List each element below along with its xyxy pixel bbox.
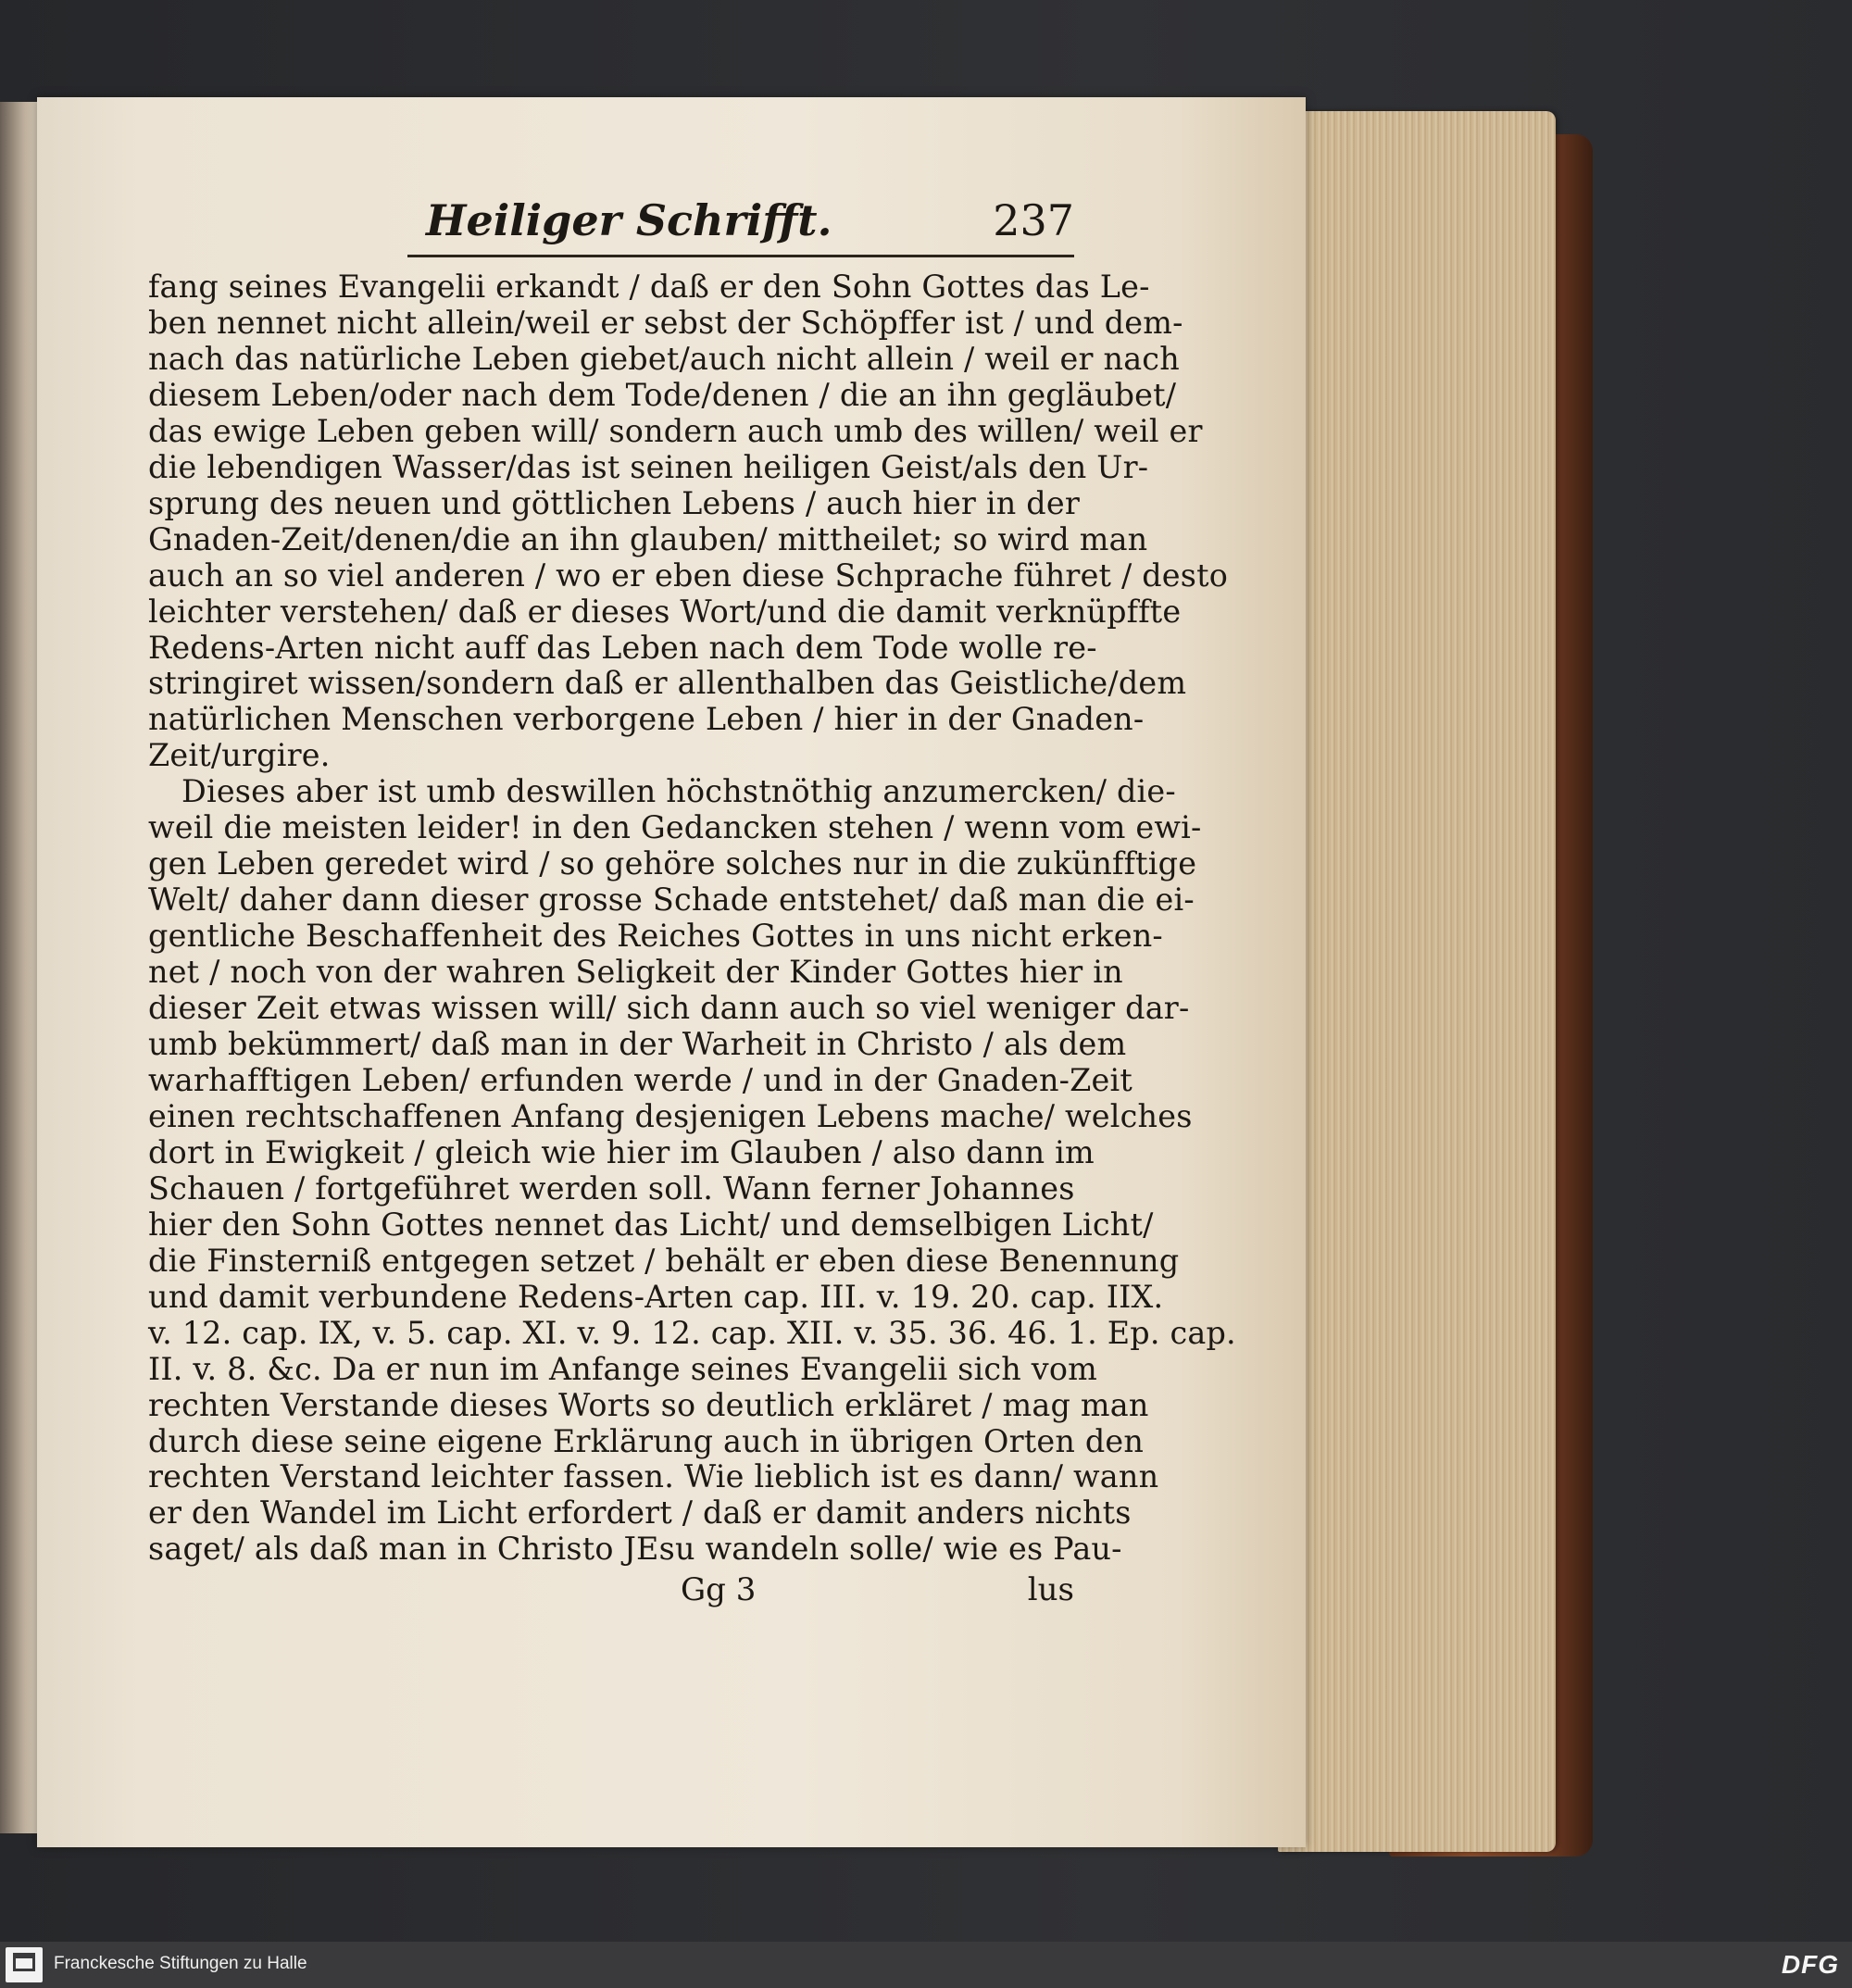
text-line: nach das natürliche Leben giebet/auch nicht allein / weil er nach: [148, 340, 1180, 377]
text-line: das ewige Leben geben will/ sondern auch umb des willen/ weil er: [148, 412, 1203, 449]
text-line: Redens-Arten nicht auff das Leben nach dem Tode wolle re-: [148, 629, 1097, 666]
text-line: sprung des neuen und göttlichen Lebens / auch hier in der: [148, 484, 1080, 521]
text-line: und damit verbundene Redens-Arten cap. III. v. 19. 20. cap. IIX.: [148, 1278, 1164, 1315]
text-line: natürlichen Menschen verborgene Leben / hier in der Gnaden-: [148, 701, 1145, 738]
text-line: weil die meisten leider! in den Gedancken stehen / wenn vom ewi-: [148, 809, 1202, 846]
text-line: ben nennet nicht allein/weil er sebst der Schöpffer ist / und dem-: [148, 304, 1183, 341]
text-line: die Finsterniß entgegen setzet / behält er eben diese Benennung: [148, 1242, 1180, 1279]
facing-page-edge: [0, 102, 37, 1833]
text-line: rechten Verstande dieses Worts so deutlich erkläret / mag man: [148, 1386, 1149, 1423]
text-line: Schauen / fortgeführet werden soll. Wann ferner Johannes: [148, 1169, 1075, 1207]
page-edges: [1278, 111, 1556, 1852]
text-line: Gnaden-Zeit/denen/die an ihn glauben/ mittheilet; so wird man: [148, 520, 1148, 557]
text-block: [148, 181, 1236, 1612]
text-line: stringiret wissen/sondern daß er allenthalben das Geistliche/dem: [148, 665, 1187, 702]
text-line: durch diese seine eigene Erklärung auch in übrigen Orten den: [148, 1422, 1145, 1459]
text-line: rechten Verstand leichter fassen. Wie lieblich ist es dann/ wann: [148, 1458, 1159, 1495]
book-page: [37, 97, 1306, 1847]
running-head: Heiliger Schrifft.: [426, 195, 832, 245]
text-line: net / noch von der wahren Seligkeit der Kinder Gottes hier in: [148, 954, 1123, 991]
text-line: diesem Leben/oder nach dem Tode/denen / die an ihn gegläubet/: [148, 376, 1177, 413]
text-line: hier den Sohn Gottes nennet das Licht/ und demselbigen Licht/: [148, 1206, 1154, 1243]
institution-name[interactable]: Franckesche Stiftungen zu Halle: [54, 1954, 307, 1973]
catchword: lus: [1027, 1571, 1074, 1609]
text-line: II. v. 8. &c. Da er nun im Anfange seines Evangelii sich vom: [148, 1350, 1098, 1387]
text-line: Welt/ daher dann dieser grosse Schade entstehet/ daß man die ei-: [148, 881, 1195, 919]
text-line: einen rechtschaffenen Anfang desjenigen Lebens mache/ welches: [148, 1097, 1193, 1134]
text-line: gentliche Beschaffenheit des Reiches Gottes in uns nicht erken-: [148, 918, 1163, 955]
text-line: v. 12. cap. IX, v. 5. cap. XI. v. 9. 12. cap. XII. v. 35. 36. 46. 1. Ep. cap.: [148, 1314, 1236, 1351]
page-header: [148, 181, 1074, 264]
text-line: dieser Zeit etwas wissen will/ sich dann auch so viel weniger dar-: [148, 990, 1190, 1027]
text-line: fang seines Evangelii erkandt / daß er den Sohn Gottes das Le-: [148, 269, 1150, 305]
page-number: 237: [993, 195, 1074, 245]
text-line: saget/ als daß man in Christo JEsu wandeln solle/ wie es Pau-: [148, 1531, 1122, 1568]
header-rule: [407, 255, 1074, 257]
text-line: leichter verstehen/ daß er dieses Wort/und die damit verknüpffte: [148, 593, 1182, 630]
text-line: die lebendigen Wasser/das ist seinen heiligen Geist/als den Ur-: [148, 448, 1149, 485]
body-text: [148, 269, 1236, 1568]
page-footer: [148, 1571, 1074, 1612]
institution-logo-icon[interactable]: [6, 1947, 43, 1982]
building-icon: [13, 1953, 35, 1971]
text-line: auch an so viel anderen / wo er eben diese Schprache führet / desto: [148, 556, 1229, 594]
text-line: Dieses aber ist umb deswillen höchstnöthig anzumercken/ die-: [181, 773, 1176, 810]
viewer-footer-bar: [0, 1942, 1852, 1988]
text-line: er den Wandel im Licht erfordert / daß er damit anders nichts: [148, 1494, 1132, 1532]
dfg-logo[interactable]: DFG: [1781, 1950, 1839, 1979]
text-line: Zeit/urgire.: [148, 737, 331, 774]
signature-mark: Gg 3: [681, 1571, 757, 1609]
text-line: umb bekümmert/ daß man in der Warheit in Christo / als dem: [148, 1026, 1127, 1063]
text-line: dort in Ewigkeit / gleich wie hier im Glauben / also dann im: [148, 1133, 1095, 1170]
text-line: gen Leben geredet wird / so gehöre solches nur in die zukünfftige: [148, 845, 1197, 882]
text-line: warhafftigen Leben/ erfunden werde / und in der Gnaden-Zeit: [148, 1061, 1133, 1098]
